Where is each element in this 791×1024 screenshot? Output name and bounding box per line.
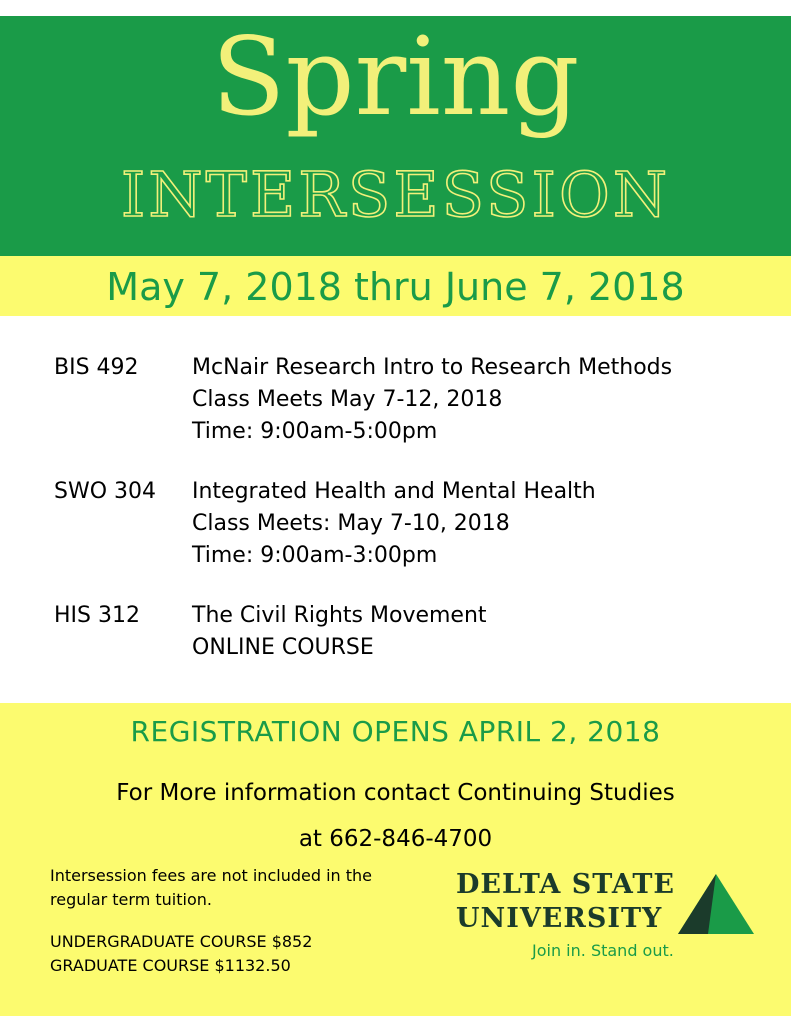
course-details [192,600,774,664]
contact-phone: at 662-846-4700 [298,826,493,852]
course-title: McNair Research Intro to Research Methods [192,355,673,380]
course-title: Integrated Health and Mental Health [192,479,596,504]
course-meets: Class Meets May 7-12, 2018 [192,387,503,412]
course-item [54,352,774,448]
undergrad-fee: UNDERGRADUATE COURSE $852 [50,932,313,951]
course-details [192,476,774,572]
course-item [54,600,774,664]
delta-triangle-icon [668,872,758,934]
course-code: HIS 312 [54,603,140,628]
course-code: SWO 304 [54,479,157,504]
course-time: Time: 9:00am-3:00pm [192,543,438,568]
fees-note-line: regular term tuition. [50,890,212,909]
course-title: The Civil Rights Movement [192,603,487,628]
fees-note [50,864,450,912]
course-list [54,352,774,692]
logo-line: DELTA STATE [456,869,675,900]
fees-note-line: Intersession fees are not included in the [50,866,372,885]
fee-prices [50,930,450,978]
title-intersession: INTERSESSION [120,158,671,231]
course-format: ONLINE COURSE [192,635,374,660]
logo-line: UNIVERSITY [456,903,663,934]
course-code: BIS 492 [54,355,139,380]
contact-info [0,770,791,862]
course-meets: Class Meets: May 7-10, 2018 [192,511,510,536]
title-spring: Spring [211,15,580,140]
course-time: Time: 9:00am-5:00pm [192,419,438,444]
logo-tagline: Join in. Stand out. [532,941,674,960]
graduate-fee: GRADUATE COURSE $1132.50 [50,956,291,975]
registration-notice: REGISTRATION OPENS APRIL 2, 2018 [130,715,661,748]
contact-line: For More information contact Continuing Studies [116,780,675,806]
course-item [54,476,774,572]
session-dates: May 7, 2018 thru June 7, 2018 [106,265,685,309]
course-details [192,352,774,448]
